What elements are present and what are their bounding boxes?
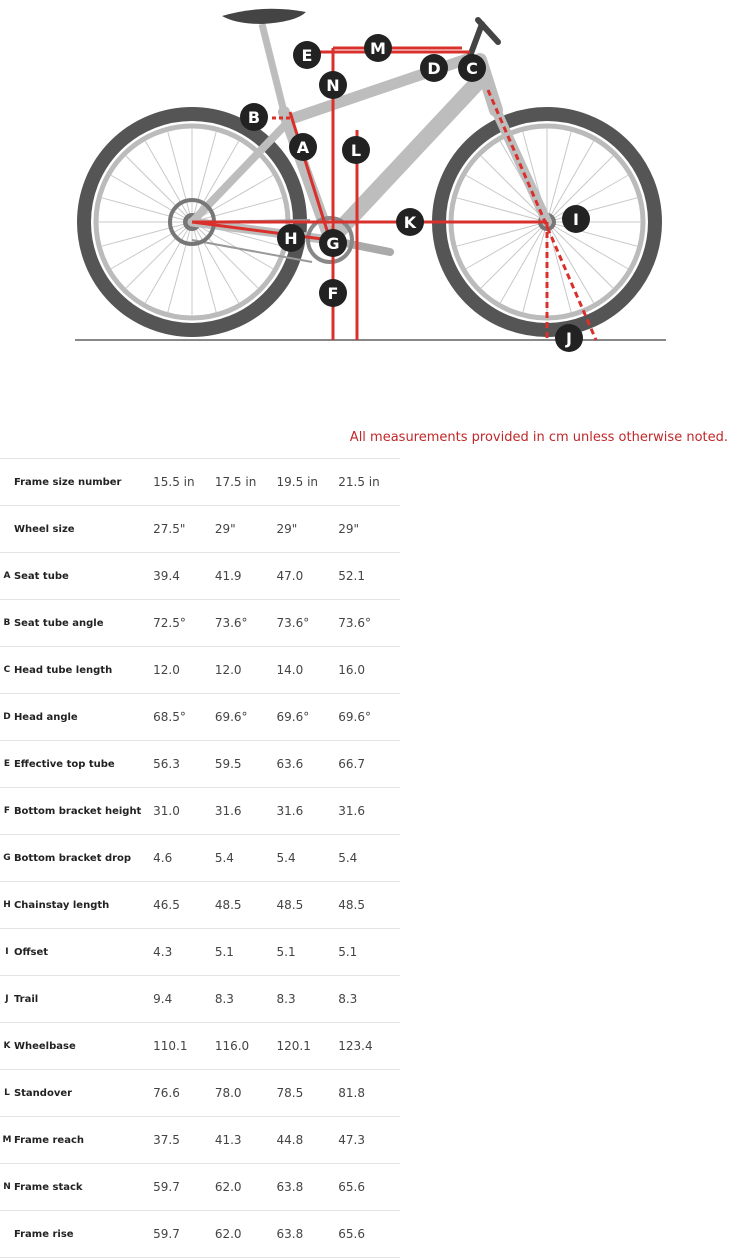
row-value: 17.5 in (215, 459, 277, 506)
row-label: Frame size number (14, 459, 153, 506)
row-value: 69.6° (215, 694, 277, 741)
table-row (0, 1164, 400, 1211)
row-label: Bottom bracket drop (14, 835, 153, 882)
row-value: 48.5 (338, 882, 400, 929)
svg-text:K: K (403, 213, 417, 232)
marker-a (289, 133, 317, 161)
row-value: 12.0 (215, 647, 277, 694)
row-letter (0, 506, 14, 553)
row-label: Offset (14, 929, 153, 976)
marker-c (458, 54, 486, 82)
marker-j (555, 324, 583, 352)
row-value: 27.5" (153, 506, 215, 553)
table-row (0, 553, 400, 600)
row-value: 8.3 (277, 976, 339, 1023)
row-letter: G (0, 835, 14, 882)
row-value: 47.3 (338, 1117, 400, 1164)
row-value: 66.7 (338, 741, 400, 788)
spoke (500, 222, 547, 303)
row-value: 31.0 (153, 788, 215, 835)
row-value: 37.5 (153, 1117, 215, 1164)
spoke (547, 222, 628, 269)
handlebar (470, 20, 498, 56)
table-row (0, 788, 400, 835)
spoke (111, 222, 192, 269)
row-value: 81.8 (338, 1070, 400, 1117)
row-letter: H (0, 882, 14, 929)
spoke (456, 222, 547, 246)
spoke (466, 222, 547, 269)
row-value: 5.4 (215, 835, 277, 882)
row-value: 46.5 (153, 882, 215, 929)
svg-text:I: I (573, 210, 579, 229)
row-value: 76.6 (153, 1070, 215, 1117)
row-value: 116.0 (215, 1023, 277, 1070)
row-value: 41.3 (215, 1117, 277, 1164)
marker-d (420, 54, 448, 82)
row-label: Seat tube (14, 553, 153, 600)
row-letter: E (0, 741, 14, 788)
table-row (0, 600, 400, 647)
svg-text:E: E (301, 46, 313, 65)
row-value: 5.4 (338, 835, 400, 882)
marker-i (562, 205, 590, 233)
row-value: 78.5 (277, 1070, 339, 1117)
geometry-table (0, 458, 400, 1258)
spoke (101, 198, 192, 222)
row-value: 31.6 (338, 788, 400, 835)
spoke (523, 222, 547, 313)
table-row (0, 647, 400, 694)
row-letter: N (0, 1164, 14, 1211)
row-letter: M (0, 1117, 14, 1164)
table-row (0, 459, 400, 506)
row-value: 69.6° (277, 694, 339, 741)
table-row (0, 1211, 400, 1258)
table-row (0, 506, 400, 553)
row-value: 52.1 (338, 553, 400, 600)
row-label: Frame stack (14, 1164, 153, 1211)
spoke (168, 222, 192, 313)
row-value: 41.9 (215, 553, 277, 600)
spoke (481, 222, 547, 288)
row-value: 63.6 (277, 741, 339, 788)
row-value: 16.0 (338, 647, 400, 694)
svg-text:G: G (326, 234, 340, 253)
marker-b (240, 103, 268, 131)
table-row (0, 835, 400, 882)
row-value: 39.4 (153, 553, 215, 600)
row-letter: J (0, 976, 14, 1023)
row-label: Seat tube angle (14, 600, 153, 647)
row-label: Bottom bracket height (14, 788, 153, 835)
row-value: 120.1 (277, 1023, 339, 1070)
row-value: 12.0 (153, 647, 215, 694)
row-value: 48.5 (215, 882, 277, 929)
table-row (0, 929, 400, 976)
marker-m (364, 34, 392, 62)
row-value: 123.4 (338, 1023, 400, 1070)
svg-text:N: N (326, 76, 340, 95)
row-letter: L (0, 1070, 14, 1117)
row-letter (0, 459, 14, 506)
row-value: 73.6° (338, 600, 400, 647)
row-value: 29" (338, 506, 400, 553)
marker-l (342, 136, 370, 164)
row-label: Wheelbase (14, 1023, 153, 1070)
row-value: 8.3 (338, 976, 400, 1023)
row-value: 63.8 (277, 1164, 339, 1211)
spoke (547, 198, 638, 222)
spoke (547, 222, 571, 313)
row-value: 65.6 (338, 1164, 400, 1211)
row-value: 63.8 (277, 1211, 339, 1258)
row-value: 110.1 (153, 1023, 215, 1070)
row-value: 56.3 (153, 741, 215, 788)
row-value: 47.0 (277, 553, 339, 600)
row-label: Chainstay length (14, 882, 153, 929)
row-value: 31.6 (215, 788, 277, 835)
row-value: 68.5° (153, 694, 215, 741)
row-label: Head angle (14, 694, 153, 741)
row-value: 15.5 in (153, 459, 215, 506)
row-value: 31.6 (277, 788, 339, 835)
svg-text:L: L (350, 141, 362, 160)
row-value: 29" (215, 506, 277, 553)
row-value: 5.1 (215, 929, 277, 976)
table-row (0, 882, 400, 929)
marker-f (319, 279, 347, 307)
row-letter (0, 1211, 14, 1258)
spoke (111, 175, 192, 222)
row-value: 78.0 (215, 1070, 277, 1117)
marker-e (293, 41, 321, 69)
measurement-note: All measurements provided in cm unless otherwise noted. (349, 430, 728, 445)
row-value: 21.5 in (338, 459, 400, 506)
row-value: 5.4 (277, 835, 339, 882)
row-label: Wheel size (14, 506, 153, 553)
row-value: 62.0 (215, 1211, 277, 1258)
spoke (192, 222, 239, 303)
svg-text:C: C (466, 59, 478, 78)
row-label: Trail (14, 976, 153, 1023)
bike-geometry-diagram (0, 0, 734, 360)
marker-k (396, 208, 424, 236)
row-value: 59.7 (153, 1211, 215, 1258)
row-value: 62.0 (215, 1164, 277, 1211)
svg-text:M: M (370, 39, 386, 58)
table-row (0, 976, 400, 1023)
row-value: 8.3 (215, 976, 277, 1023)
row-value: 44.8 (277, 1117, 339, 1164)
table-row (0, 694, 400, 741)
row-value: 65.6 (338, 1211, 400, 1258)
row-value: 72.5° (153, 600, 215, 647)
svg-text:F: F (327, 284, 339, 303)
row-letter: C (0, 647, 14, 694)
svg-text:H: H (284, 229, 298, 248)
spoke (101, 222, 192, 246)
svg-text:A: A (296, 138, 310, 157)
svg-text:J: J (566, 329, 572, 348)
spoke (192, 222, 216, 313)
row-label: Frame rise (14, 1211, 153, 1258)
row-value: 59.5 (215, 741, 277, 788)
row-letter: D (0, 694, 14, 741)
row-letter: B (0, 600, 14, 647)
marker-g (319, 229, 347, 257)
row-value: 9.4 (153, 976, 215, 1023)
spoke (145, 141, 192, 222)
row-label: Head tube length (14, 647, 153, 694)
row-value: 4.6 (153, 835, 215, 882)
row-value: 73.6° (215, 600, 277, 647)
saddle (222, 9, 306, 112)
row-letter: K (0, 1023, 14, 1070)
marker-n (319, 71, 347, 99)
row-value: 59.7 (153, 1164, 215, 1211)
table-row (0, 1023, 400, 1070)
table-row (0, 741, 400, 788)
row-value: 5.1 (338, 929, 400, 976)
marker-h (277, 224, 305, 252)
row-value: 29" (277, 506, 339, 553)
row-label: Standover (14, 1070, 153, 1117)
svg-text:D: D (427, 59, 441, 78)
row-letter: A (0, 553, 14, 600)
table-row (0, 1117, 400, 1164)
svg-text:B: B (247, 108, 261, 127)
row-value: 48.5 (277, 882, 339, 929)
row-label: Frame reach (14, 1117, 153, 1164)
spoke (547, 222, 594, 303)
row-value: 69.6° (338, 694, 400, 741)
table-row (0, 1070, 400, 1117)
spoke (547, 222, 638, 246)
spoke (145, 222, 192, 303)
row-value: 5.1 (277, 929, 339, 976)
row-value: 73.6° (277, 600, 339, 647)
row-value: 19.5 in (277, 459, 339, 506)
row-label: Effective top tube (14, 741, 153, 788)
row-letter: F (0, 788, 14, 835)
row-value: 14.0 (277, 647, 339, 694)
spoke (126, 222, 192, 288)
spoke (126, 156, 192, 222)
spoke (168, 131, 192, 222)
row-value: 4.3 (153, 929, 215, 976)
row-letter: I (0, 929, 14, 976)
